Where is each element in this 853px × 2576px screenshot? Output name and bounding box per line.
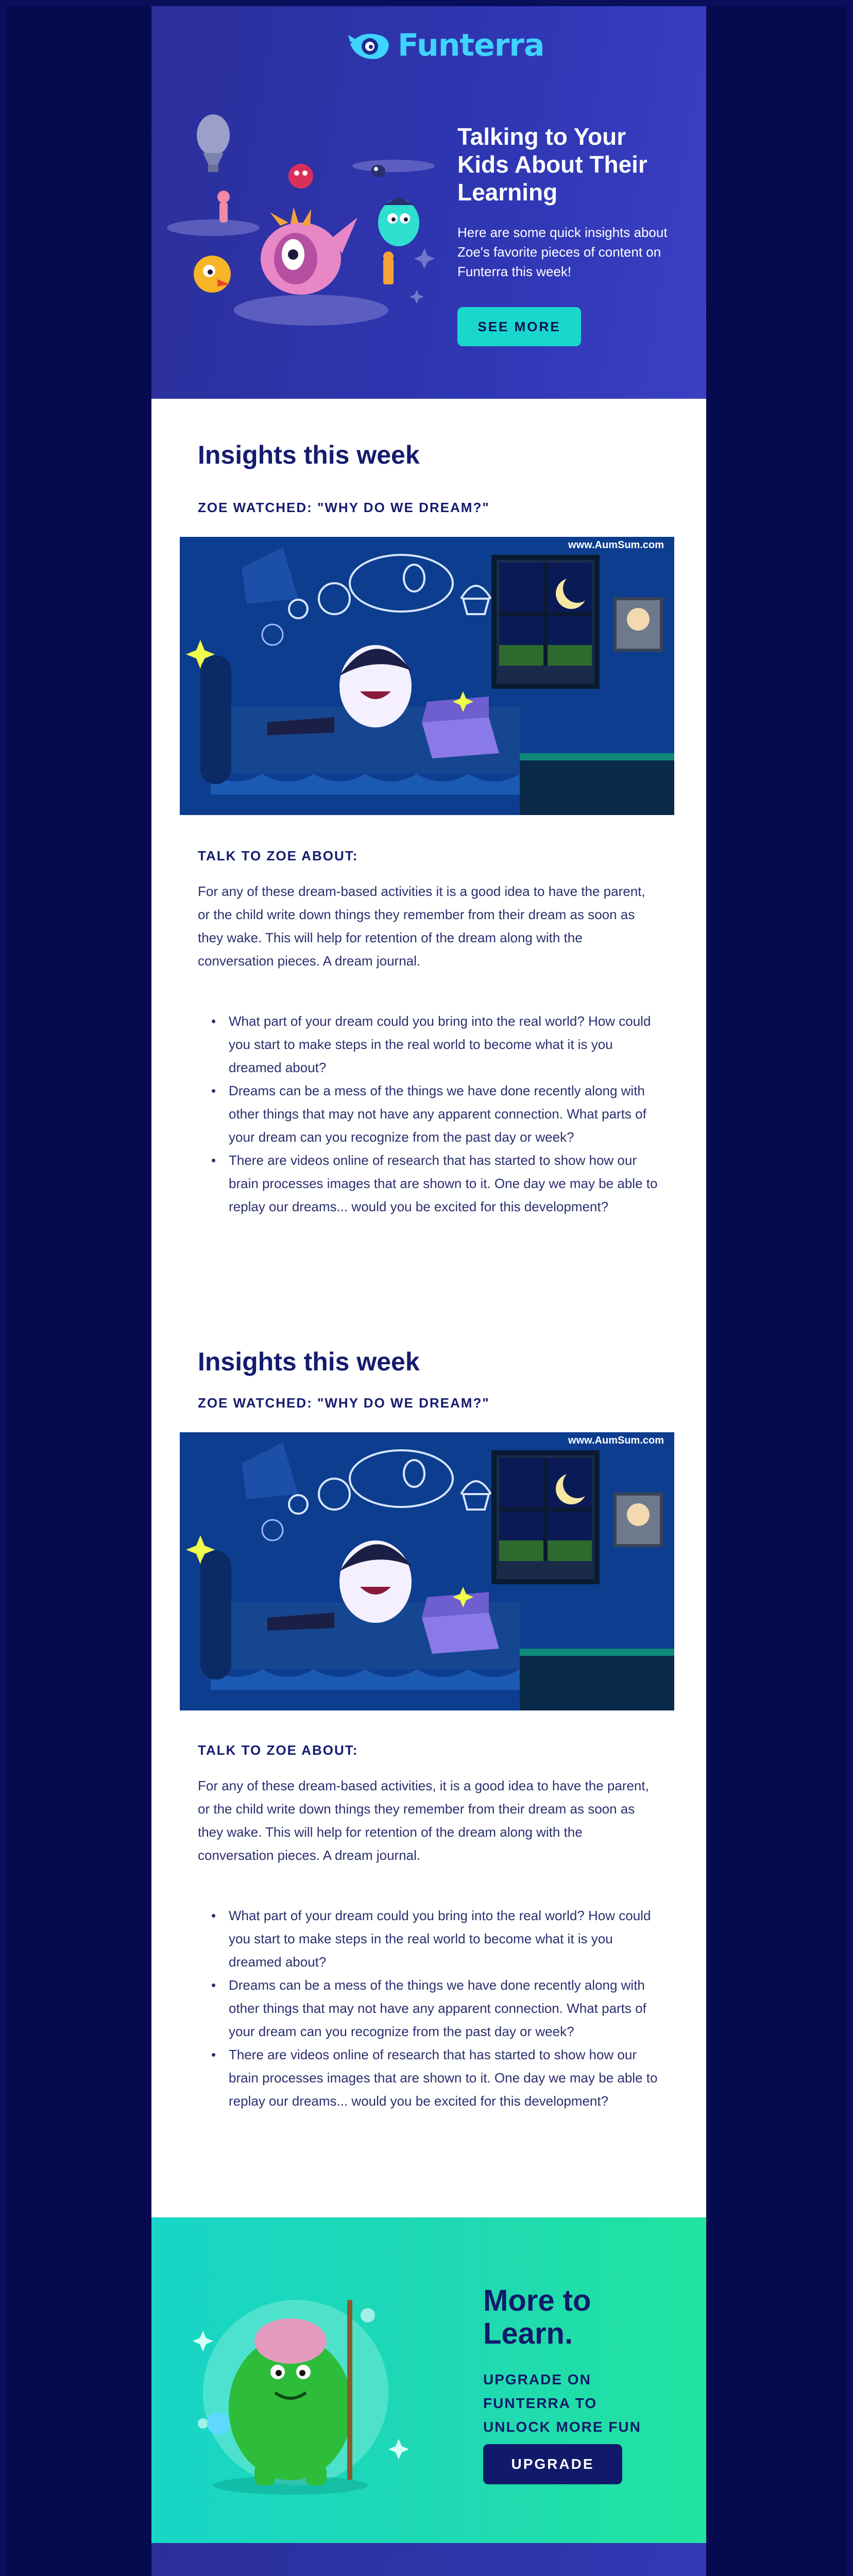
list-item: • Dreams can be a mess of the things we have done recently along with other things that may not have any apparent connection. What parts of your dream can you recognize from the past day or week? (229, 1974, 661, 2043)
upgrade-promo (151, 2217, 706, 2543)
talk-label: TALK TO ZOE ABOUT: (198, 848, 359, 863)
upgrade-button[interactable]: UPGRADE (483, 2444, 622, 2484)
green-monster-illustration (172, 2269, 440, 2506)
watched-label: ZOE WATCHED: "WHY DO WE DREAM?" (198, 1395, 490, 1411)
content-area (151, 399, 706, 2217)
red-monster-icon (288, 164, 313, 189)
balloon-icon (197, 114, 230, 172)
discussion-list (229, 1010, 661, 1218)
video-watermark: www.AumSum.com (568, 539, 664, 551)
picture-frame-icon (615, 599, 661, 650)
brand-logo[interactable] (346, 25, 544, 66)
list-item: • What part of your dream could you bring into the real world? How could you start to make steps in the real world to become what it is you dreamed about? (229, 1010, 661, 1079)
teal-creature-icon (378, 197, 419, 246)
window-icon (494, 1453, 597, 1582)
list-item: • There are videos online of research that has started to show how our brain processes images that are shown to it. One day we may be able to replay our dreams... would you be excited for this development? (229, 2043, 661, 2113)
promo-title-line: More to (483, 2284, 591, 2317)
hero-title: Talking to Your Kids About Their Learning (457, 123, 647, 206)
discussion-list (229, 1904, 661, 2113)
yellow-fish-icon (194, 256, 231, 293)
footer-logo[interactable] (351, 2574, 530, 2576)
section-heading: Insights this week (198, 1347, 420, 1376)
promo-title-line: Learn. (483, 2317, 573, 2350)
hero-text: Here are some quick insights about Zoe's favorite pieces of content on Funterra this week! (457, 225, 668, 279)
video-thumbnail[interactable] (180, 537, 674, 815)
section-paragraph: For any of these dream-based activities it is a good idea to have the parent, or the child write down things they remember from their dream as soon as they wake. This will help for retention of the dream along with the conversation pieces. A dream journal. (198, 884, 645, 969)
staff-icon (347, 2300, 352, 2480)
footer (151, 2543, 706, 2576)
pink-bird-icon (261, 207, 357, 295)
robot-icon (383, 251, 394, 284)
section-heading: Insights this week (198, 440, 420, 469)
glowing-orb-icon (207, 2412, 230, 2435)
picture-frame-icon (615, 1494, 661, 1546)
small-bird-icon (371, 165, 385, 177)
video-thumbnail[interactable] (180, 1432, 674, 1710)
see-more-button[interactable]: SEE MORE (457, 307, 581, 346)
list-item: • Dreams can be a mess of the things we have done recently along with other things that may not have any apparent connection. What parts of your dream can you recognize from the past day or week? (229, 1079, 661, 1149)
watched-label: ZOE WATCHED: "WHY DO WE DREAM?" (198, 500, 490, 515)
hero-illustration (157, 104, 445, 341)
section-paragraph: For any of these dream-based activities, it is a good idea to have the parent, or the child write down things they remember from their dream as soon as they wake. This will help for retention of the dream along with the conversation pieces. A dream journal. (198, 1778, 649, 1863)
window-icon (494, 557, 597, 686)
funterra-mascot-icon (351, 2574, 394, 2576)
brand-name: Funterra (398, 27, 544, 63)
promo-text: UPGRADE ON FUNTERRA TO UNLOCK MORE FUN (483, 2371, 641, 2435)
list-item: • There are videos online of research that has started to show how our brain processes images that are shown to it. One day we may be able to replay our dreams... would you be excited for this development? (229, 1149, 661, 1218)
hero-banner (151, 6, 706, 399)
video-watermark: www.AumSum.com (568, 1435, 664, 1446)
list-item: • What part of your dream could you bring into the real world? How could you start to make steps in the real world to become what it is you dreamed about? (229, 1904, 661, 1974)
funterra-mascot-icon (346, 25, 393, 66)
talk-label: TALK TO ZOE ABOUT: (198, 1742, 359, 1758)
email-container (151, 6, 706, 2576)
pink-character-icon (217, 191, 230, 223)
promo-title (483, 2284, 591, 2350)
